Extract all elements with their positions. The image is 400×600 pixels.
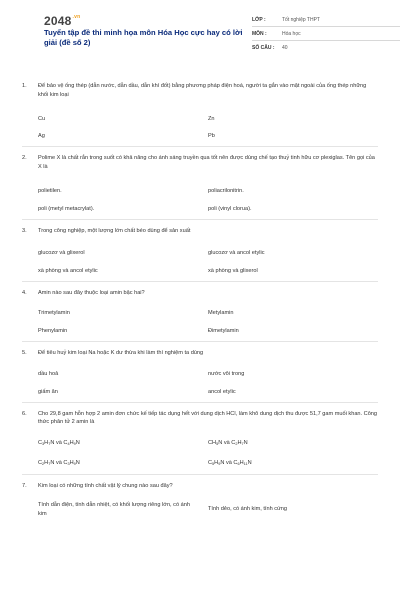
- question-text: Kim loại có những tính chất vật lý chung nào sau đây?: [38, 482, 173, 489]
- answer-options: [22, 370, 378, 396]
- answer-option[interactable]: Zn: [208, 116, 215, 122]
- question-number: 5.: [22, 350, 27, 356]
- question-number: 3.: [22, 228, 27, 234]
- answer-option[interactable]: poliacrilonitrin.: [208, 188, 244, 194]
- question-stem: [22, 289, 378, 298]
- answer-option[interactable]: Metylamin: [208, 310, 234, 316]
- answer-option[interactable]: dầu hoả: [38, 370, 59, 377]
- question-text: Polime X là chất rắn trong suốt có khả năng cho ánh sáng truyền qua tốt nên được dùng chế tạo thuỷ tinh hữu cơ plexiglas. Tên gọi của X là: [38, 155, 375, 170]
- question-number: 6.: [22, 410, 27, 417]
- answer-option[interactable]: polietilen.: [38, 188, 62, 194]
- answer-options: [22, 309, 378, 335]
- meta-row-subject: MÔN : Hóa học: [252, 27, 400, 41]
- answer-option[interactable]: Tính dẻo, có ánh kim, tính cứng: [208, 506, 287, 513]
- answer-options: [22, 501, 378, 518]
- answer-options: [22, 249, 378, 275]
- question-stem: [22, 482, 378, 491]
- question-text: Amin nào sau đây thuộc loại amin bậc hai?: [38, 289, 145, 296]
- question-number: 4.: [22, 289, 27, 296]
- answer-options: [22, 187, 378, 213]
- question-text: Trong công nghiệp, một lượng lớn chất béo dùng để sản xuất: [38, 228, 191, 234]
- answer-option[interactable]: giấm ăn: [38, 388, 58, 395]
- meta-row-count: SỐ CÂU : 40: [252, 44, 288, 51]
- answer-option[interactable]: ancol etylic: [208, 388, 236, 395]
- question-number: 7.: [22, 482, 27, 489]
- answer-option[interactable]: poli (vinyl clorua).: [208, 206, 252, 212]
- question-text: Để bảo vệ ống thép (dẫn nước, dẫn dầu, dẫn khí đốt) bằng phương pháp điện hoá, người ta gắn vào mặt ngoài của ống thép những khối kim loại: [38, 83, 367, 98]
- question-stem: [22, 82, 378, 99]
- question-number: 1.: [22, 83, 27, 89]
- question-4: [22, 282, 378, 343]
- answer-option[interactable]: glucozơ và ancol etylic: [208, 249, 265, 256]
- answer-option[interactable]: $CH_5N$ và $C_2H_7N$: [208, 439, 248, 446]
- question-text: Để tiêu huỷ kim loại Na hoặc K dư thừa khi làm thí nghiệm ta dùng: [38, 350, 204, 356]
- answer-option[interactable]: Đimetylamin: [208, 328, 239, 334]
- answer-option[interactable]: nước vôi trong: [208, 370, 245, 377]
- answer-options: [22, 439, 378, 468]
- logo-suffix: .vn: [72, 14, 81, 20]
- header: [22, 0, 378, 60]
- meta-table: [252, 13, 400, 54]
- answer-options: [22, 115, 378, 140]
- answer-option[interactable]: Phenylamin: [38, 328, 68, 334]
- question-7: [22, 475, 378, 519]
- question-3: [22, 220, 378, 282]
- answer-option[interactable]: Trimetylamin: [38, 310, 70, 316]
- answer-option[interactable]: Tính dẫn điện, tính dẫn nhiệt, có khối lượng riêng lớn, có ánh kim: [38, 502, 190, 517]
- answer-option[interactable]: $C_5H_9N$ và $C_6H_{11}N$: [208, 459, 252, 466]
- question-stem: [22, 349, 378, 358]
- answer-option[interactable]: Cu: [38, 116, 46, 122]
- meta-row-class: LỚP : Tốt nghiệp THPT: [252, 13, 400, 27]
- answer-option[interactable]: xà phòng và ancol etylic: [38, 267, 98, 274]
- answer-option[interactable]: poli (metyl metacrylat).: [38, 206, 95, 212]
- question-number: 2.: [22, 155, 27, 161]
- answer-option[interactable]: $C_2H_7N$ và $C_3H_9N$: [38, 459, 80, 466]
- question-stem: [22, 154, 378, 171]
- question-2: [22, 147, 378, 220]
- answer-option[interactable]: xà phòng và glixerol: [208, 267, 258, 274]
- question-text: Cho 29,8 gam hỗn hợp 2 amin đơn chức kế tiếp tác dụng hết với dung dịch HCl, làm khô dung dịch thu được 51,7 gam muối khan. Công thức phân tử 2 amin là: [38, 410, 378, 425]
- question-list: [22, 66, 378, 518]
- question-stem: [22, 227, 378, 236]
- question-stem: [22, 410, 378, 427]
- question-1: [22, 66, 378, 147]
- site-logo[interactable]: $2048^{.vn}$: [44, 14, 81, 28]
- answer-option[interactable]: $C_3H_7N$ và $C_4H_9N$: [38, 439, 80, 446]
- question-5: [22, 342, 378, 403]
- answer-option[interactable]: Pb: [208, 133, 215, 139]
- document-title: Tuyển tập đề thi minh họa môn Hóa Học cực hay có lời giải (đề số 2): [44, 28, 243, 47]
- answer-option[interactable]: Ag: [38, 133, 45, 139]
- question-6: [22, 403, 378, 475]
- answer-option[interactable]: glucozơ và glixerol: [38, 249, 85, 256]
